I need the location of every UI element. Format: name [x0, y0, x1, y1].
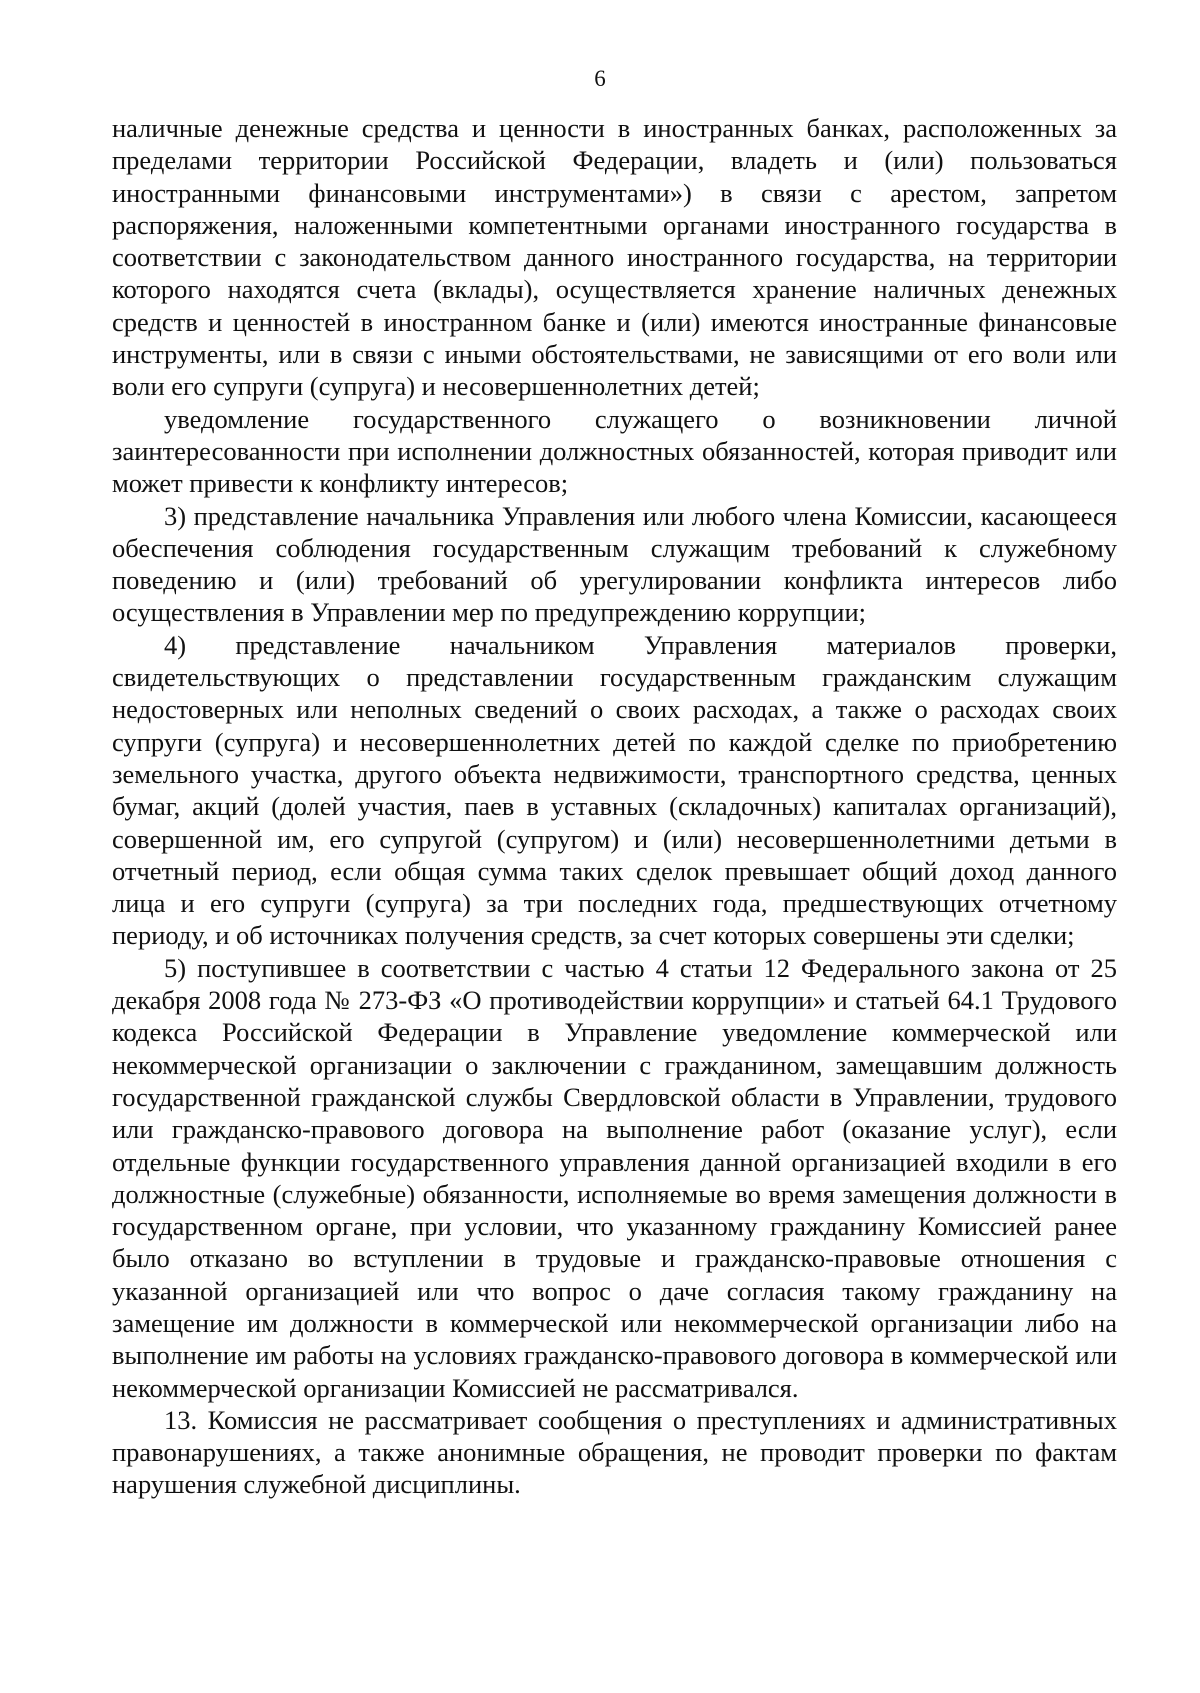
paragraph-continuation: наличные денежные средства и ценности в иностранных банках, расположенных за пределами территории Российской Федерации, владеть и (или) пользоваться иностранными финансовыми инструментами») в связи с арестом, запретом распоряжения, наложенными компетентными органами иностранного государства в соответствии с законодательством данного иностранного государства, на территории которого находятся счета (вклады), осуществляется хранение наличных денежных средств и ценностей в иностранном банке и (или) имеются иностранные финансовые инструменты, или в связи с иными обстоятельствами, не зависящими от его воли или воли его супруги (супруга) и несовершеннолетних детей; [112, 113, 1117, 402]
paragraph-section-13: 13. Комиссия не рассматривает сообщения о преступлениях и административных правонарушениях, а также анонимные обращения, не проводит проверки по фактам нарушения служебной дисциплины. [112, 1404, 1117, 1500]
page-number: 6 [594, 66, 606, 91]
paragraph-item-5: 5) поступившее в соответствии с частью 4 статьи 12 Федерального закона от 25 декабря 2008 года № 273-ФЗ «О противодействии коррупции» и статьей 64.1 Трудового кодекса Российской Федерации в Управление уведомление коммерческой или некоммерческой организации о заключении с гражданином, замещавшим должность государственной гражданской службы Свердловской области в Управлении, трудового или гражданско-правового договора на выполнение работ (оказание услуг), если отдельные функции государственного управления данной организацией входили в его должностные (служебные) обязанности, исполняемые во время замещения должности в государственном органе, при условии, что указанному гражданину Комиссией ранее было отказано во вступлении в трудовые и гражданско-правовые отношения с указанной организацией или что вопрос о даче согласия такому гражданину на замещение им должности в коммерческой или некоммерческой организации либо на выполнение им работы на условиях гражданско-правового договора в коммерческой или некоммерческой организации Комиссией не рассматривался. [112, 952, 1117, 1403]
document-body [112, 112, 1117, 1501]
paragraph-item-4: 4) представление начальником Управления материалов проверки, свидетельствующих о представлении государственным гражданским служащим недостоверных или неполных сведений о своих расходах, а также о расходах своих супруги (супруга) и несовершеннолетних детей по каждой сделке по приобретению земельного участка, другого объекта недвижимости, транспортного средства, ценных бумаг, акций (долей участия, паев в уставных (складочных) капиталах организаций), совершенной им, его супругой (супругом) и (или) несовершеннолетними детьми в отчетный период, если общая сумма таких сделок превышает общий доход данного лица и его супруги (супруга) за три последних года, предшествующих отчетному периоду, и об источниках получения средств, за счет которых совершены эти сделки; [112, 629, 1117, 951]
paragraph-conflict-notice: уведомление государственного служащего о возникновении личной заинтересованности при исполнении должностных обязанностей, которая приводит или может привести к конфликту интересов; [112, 403, 1117, 499]
paragraph-item-3: 3) представление начальника Управления или любого члена Комиссии, касающееся обеспечения соблюдения государственным служащим требований к служебному поведению и (или) требований об урегулировании конфликта интересов либо осуществления в Управлении мер по предупреждению коррупции; [112, 500, 1117, 628]
